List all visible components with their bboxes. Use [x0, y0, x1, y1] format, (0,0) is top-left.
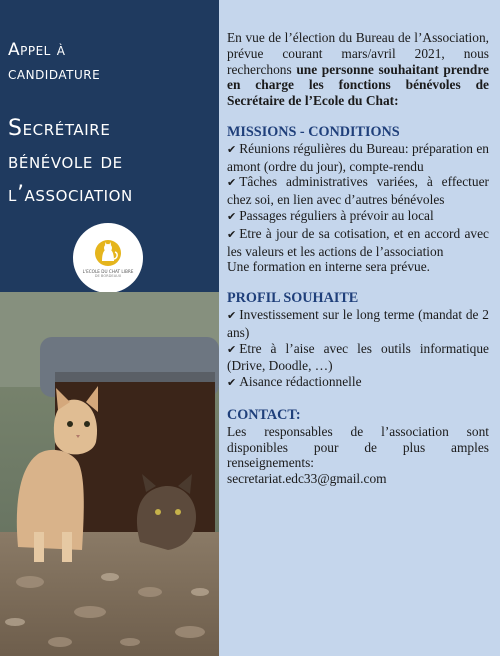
- profil-item-text: Investissement sur le long terme (mandat de 2 ans): [227, 306, 489, 340]
- missions-item: [227, 226, 489, 260]
- check-icon: ✔: [227, 143, 237, 156]
- contact-text: Les responsables de l’association sont disponibles pour de plus amples renseignements:: [227, 423, 489, 471]
- check-icon: ✔: [227, 177, 237, 190]
- missions-item: [227, 174, 489, 208]
- profil-item: [227, 374, 489, 392]
- missions-title: MISSIONS - CONDITIONS: [227, 123, 400, 140]
- heading-large-line-1: Secrétaire: [8, 116, 111, 141]
- check-icon: ✔: [227, 210, 237, 223]
- intro-paragraph: [227, 30, 489, 109]
- heading-small: [8, 38, 100, 86]
- profil-item-text: Etre à l’aise avec les outils informatique (Drive, Doodle, …): [227, 340, 489, 374]
- intro-bold: une personne souhaitant prendre en charge les fonctions bénévoles de Secrétaire de l’Ecole du Chat:: [227, 61, 489, 109]
- profil-item-text: Aisance rédactionnelle: [239, 374, 362, 390]
- heading-large-line-3: l’association: [8, 182, 133, 207]
- intro-text: En vue de l’élection du Bureau de l’Association, prévue courant mars/avril 2021, nous recherchons: [227, 30, 489, 77]
- missions-item-text: Réunions régulières du Bureau: préparation en amont (ordre du jour), compte-rendu: [227, 140, 489, 174]
- profil-item: [227, 307, 489, 341]
- left-panel: [0, 0, 219, 656]
- check-icon: ✔: [227, 309, 237, 322]
- missions-item: [227, 208, 489, 226]
- title-panel: [0, 0, 219, 292]
- missions-item: [227, 141, 489, 175]
- contact-title: CONTACT:: [227, 406, 301, 423]
- missions-item-text: Passages réguliers à prévoir au local: [239, 207, 434, 223]
- heading-large-line-2: bénévole de: [8, 149, 123, 174]
- check-icon: ✔: [227, 377, 237, 390]
- missions-note: Une formation en interne sera prévue.: [227, 259, 431, 275]
- heading-large: [8, 112, 133, 211]
- missions-item-text: Etre à jour de sa cotisation, et en accord avec les valeurs et les actions de l’association: [227, 225, 489, 259]
- check-icon: ✔: [227, 228, 237, 241]
- logo-subtext: DE BORDEAUX: [94, 274, 122, 278]
- heading-small-line-2: candidature: [8, 64, 101, 84]
- association-logo: [73, 223, 143, 293]
- content-column: [227, 30, 489, 487]
- check-icon: ✔: [227, 343, 237, 356]
- heading-small-line-1: Appel à: [8, 40, 66, 60]
- missions-item-text: Tâches administratives variées, à effectuer chez soi, en lien avec d’autres bénévoles: [227, 174, 489, 208]
- cats-photo: [0, 292, 219, 656]
- profil-title: PROFIL SOUHAITE: [227, 290, 359, 307]
- contact-email[interactable]: secretariat.edc33@gmail.com: [227, 471, 387, 487]
- logo-text: L'ECOLE DU CHAT LIBRE: [82, 269, 134, 274]
- profil-item: [227, 341, 489, 375]
- cat-silhouette-icon: [93, 238, 123, 268]
